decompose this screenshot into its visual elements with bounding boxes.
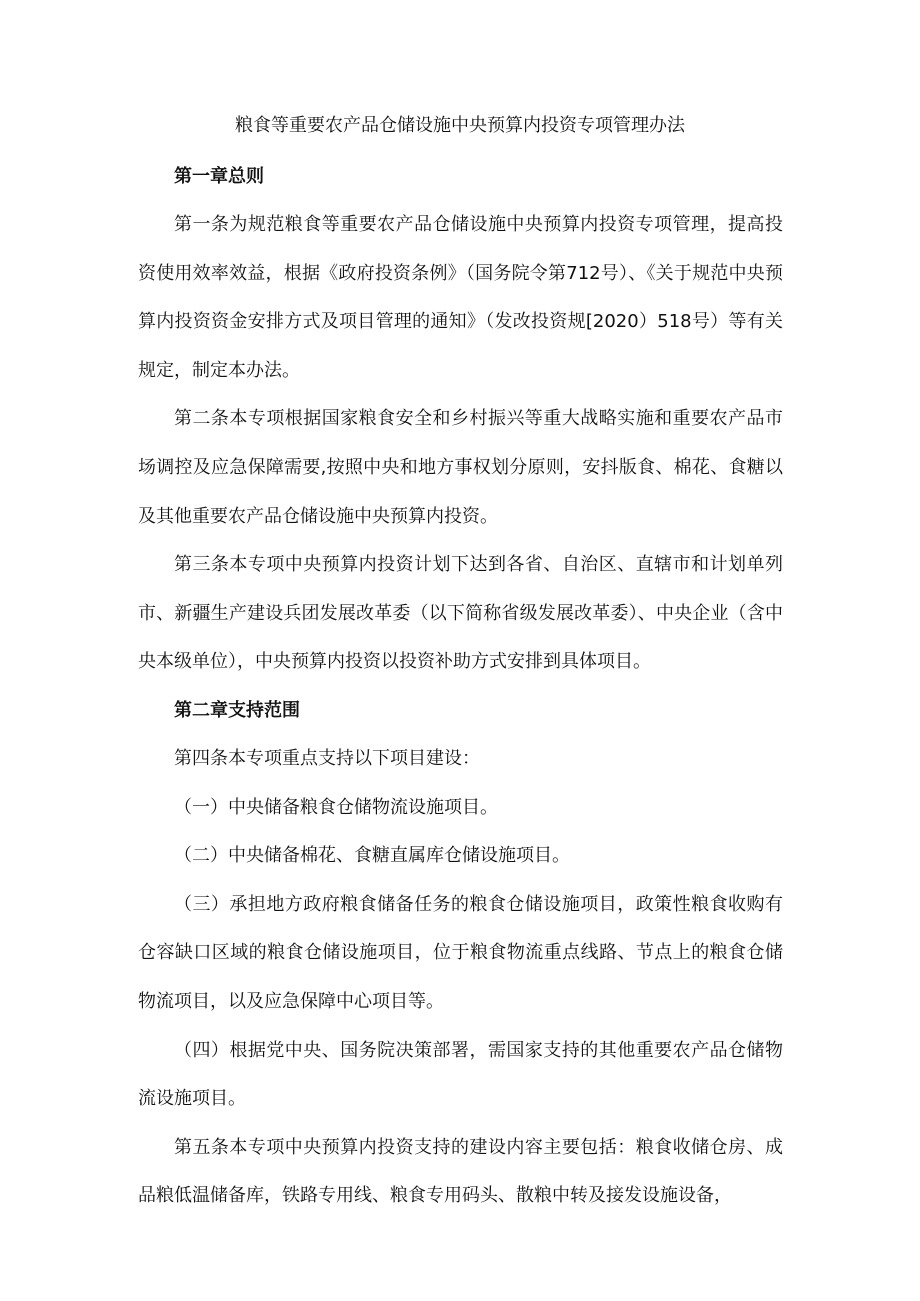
article-1: 第一条为规范粮食等重要农产品仓储设施中央预算内投资专项管理，提高投资使用效率效益，根据《政府投资条例》（国务院令第712号）、《关于规范中央预算内投资资金安排方式及项目管理的通知》（发改投资规[2020）518号）等有关规定，制定本办法。 (138, 214, 783, 381)
list-item-4: （四）根据党中央、国务院决策部署，需国家支持的其他重要农产品仓储物流设施项目。 (138, 1039, 783, 1110)
article-5: 第五条本专项中央预算内投资支持的建设内容主要包括：粮食收储仓房、成品粮低温储备库，铁路专用线、粮食专用码头、散粮中转及接发设施设备， (138, 1136, 783, 1207)
article-4: 第四条本专项重点支持以下项目建设： (174, 747, 480, 769)
document-body (138, 153, 783, 1221)
list-item-3: （三）承担地方政府粮食储备任务的粮食仓储设施项目，政策性粮食收购有仓容缺口区域的粮食仓储设施项目，位于粮食物流重点线路、节点上的粮食仓储物流项目，以及应急保障中心项目等。 (138, 893, 783, 1012)
document-title: 粮食等重要农产品仓储设施中央预算内投资专项管理办法 (235, 115, 685, 136)
chapter-2-heading: 第二章支持范围 (174, 699, 300, 721)
chapter-1-heading: 第一章总则 (174, 166, 264, 187)
list-item-2: （二）中央储备棉花、食糖直属库仓储设施项目。 (174, 845, 570, 867)
article-2: 第二条本专项根据国家粮食安全和乡村振兴等重大战略实施和重要农产品市场调控及应急保障需要,按照中央和地方事权划分原则，安抖版食、棉花、食糖以及其他重要农产品仓储设施中央预算内投资。 (138, 408, 783, 527)
article-3: 第三条本专项中央预算内投资计划下达到各省、自治区、直辖市和计划单列市、新疆生产建设兵团发展改革委（以下简称省级发展改革委）、中央企业（含中央本级单位），中央预算内投资以投资补助方式安排到具体项目。 (138, 554, 783, 673)
list-item-1: （一）中央储备粮食仓储物流设施项目。 (174, 796, 498, 818)
